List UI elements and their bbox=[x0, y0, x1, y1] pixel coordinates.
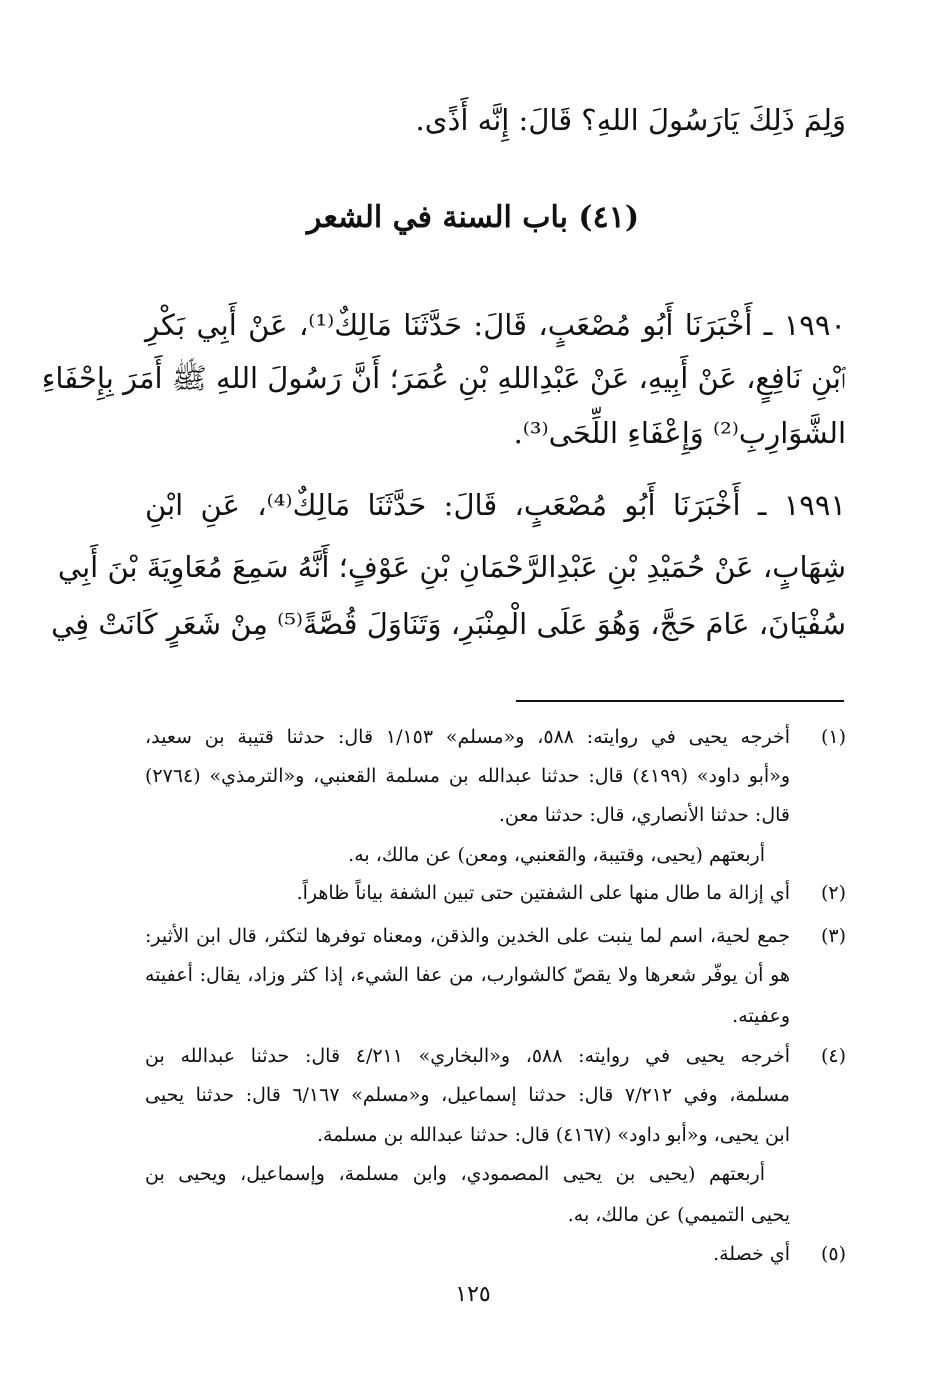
chapter-heading: (٤١) باب السنة في الشعر bbox=[306, 200, 640, 235]
page-number: ١٢٥ bbox=[455, 1282, 491, 1307]
footnote-line: أربعتهم (يحيى بن يحيى المصمودي، وابن مسلمة، وإسماعيل، ويحيى بن bbox=[145, 1163, 765, 1185]
footnote-line: مسلمة، وفي ٧/٢١٢ قال: حدثنا إسماعيل، و«مسلم» ٦/١٦٧ قال: حدثنا يحيى bbox=[145, 1084, 790, 1106]
footnote-line: قال: حدثنا الأنصاري، قال: حدثنا معن. bbox=[498, 804, 790, 826]
hadith-1991-line-1: ١٩٩١ ـ أَخْبَرَنَا أَبُو مُصْعَبٍ، قَالَ: حَدَّثَنَا مَالِكٌ⁽⁴⁾، عَنِ ابْنِ bbox=[145, 488, 846, 522]
footnote-number: (٤) bbox=[820, 1045, 846, 1067]
hadith-1990-line-2: ٱبْنِ نَافِعٍ، عَنْ أَبِيهِ، عَنْ عَبْدِاللهِ بْنِ عُمَرَ؛ أَنَّ رَسُولَ اللهِ ﷺ أَمَرَ بِإِحْفَاءِ bbox=[41, 361, 846, 395]
hadith-1991-line-2: شِهَابٍ، عَنْ حُمَيْدِ بْنِ عَبْدِالرَّحْمَانِ بْنِ عَوْفٍ؛ أَنَّهُ سَمِعَ مُعَاوِيَةَ بْنَ أَبِي bbox=[57, 550, 846, 584]
footnote-line: جمع لحية، اسم لما ينبت على الخدين والذقن، ومعناه توفرها لتكثر، قال ابن الأثير: bbox=[145, 925, 790, 947]
footnote-number: (٢) bbox=[820, 882, 846, 904]
footnote-line: أخرجه يحيى في روايته: ٥٨٨، و«مسلم» ١/١٥٣ قال: حدثنا قتيبة بن سعيد، bbox=[145, 726, 790, 748]
footnote-line: أخرجه يحيى في روايته: ٥٨٨، و«البخاري» ٤/٢١١ قال: حدثنا عبدالله بن bbox=[145, 1045, 790, 1067]
footnote-line: هو أن يوفّر شعرها ولا يقصّ كالشوارب، من عفا الشيء، إذا كثر وزاد، يقال: أعفيته bbox=[145, 964, 790, 986]
footnote-line: و«أبو داود» (٤١٩٩) قال: حدثنا عبدالله بن مسلمة القعنبي، و«الترمذي» (٢٧٦٤) bbox=[145, 765, 790, 787]
continued-text-line: وَلِمَ ذَلِكَ يَارَسُولَ اللهِ؟ قَالَ: إِنَّه أَذًى. bbox=[415, 103, 846, 137]
footnote-line: يحيى التميمي) عن مالك، به. bbox=[567, 1204, 790, 1226]
footnote-number: (١) bbox=[820, 726, 846, 748]
footnote-line: أي خصلة. bbox=[713, 1243, 790, 1265]
footnote-number: (٣) bbox=[820, 925, 846, 947]
footnote-line: أي إزالة ما طال منها على الشفتين حتى تبين الشفة بياناً ظاهراً. bbox=[296, 882, 790, 904]
hadith-1990-line-3: الشَّوَارِبِ⁽²⁾ وَإِعْفَاءِ اللِّحَى⁽³⁾. bbox=[513, 416, 846, 450]
footnote-line: أربعتهم (يحيى، وقتيبة، والقعنبي، ومعن) عن مالك، به. bbox=[348, 844, 765, 866]
footnote-line: ابن يحيى، و«أبو داود» (٤١٦٧) قال: حدثنا عبدالله بن مسلمة. bbox=[316, 1124, 790, 1146]
hadith-1990-line-1: ١٩٩٠ ـ أَخْبَرَنَا أَبُو مُصْعَبٍ، قَالَ: حَدَّثَنَا مَالِكٌ⁽¹⁾، عَنْ أَبِي بَكْرِ bbox=[145, 308, 847, 342]
footnote-separator bbox=[516, 700, 844, 702]
hadith-1991-line-3: سُفْيَانَ، عَامَ حَجَّ، وَهُوَ عَلَى الْمِنْبَرِ، وَتَنَاوَلَ قُصَّةً⁽⁵⁾ مِنْ شَعَرٍ كَانَتْ فِي bbox=[51, 607, 846, 641]
footnote-line: وعفيته. bbox=[732, 1005, 790, 1027]
footnote-number: (٥) bbox=[820, 1243, 846, 1265]
